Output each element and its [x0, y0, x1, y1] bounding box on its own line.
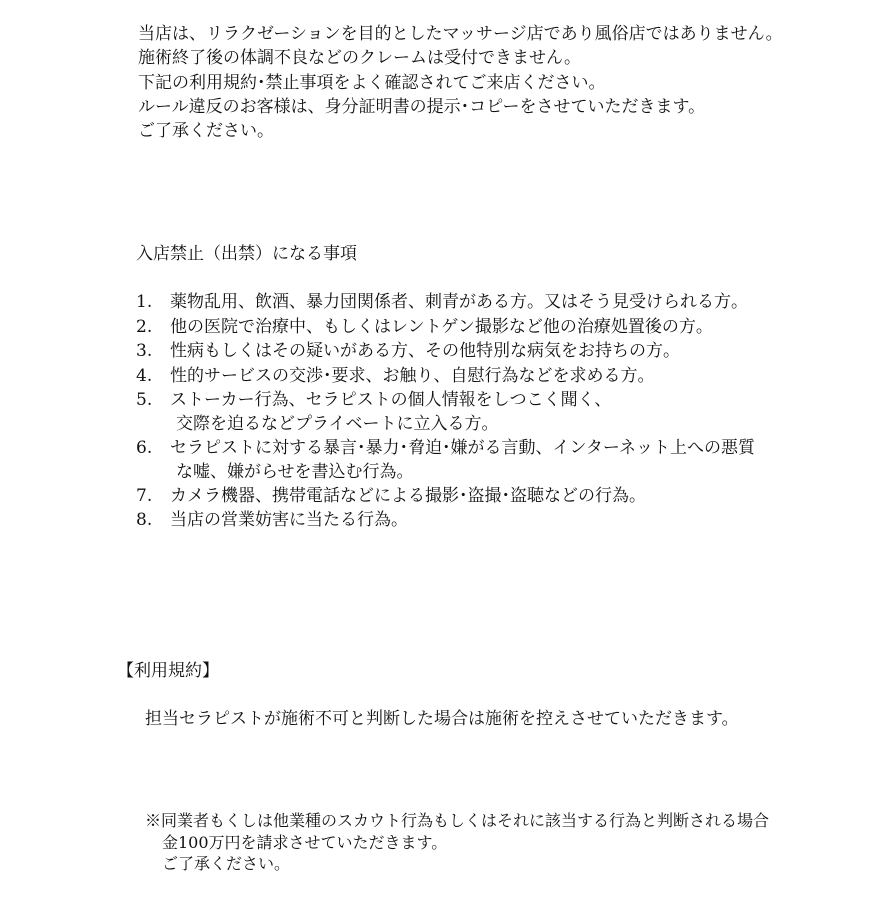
terms-text: 担当セラピストが施術不可と判断した場合は施術を控えさせていただきます。 — [145, 709, 739, 729]
list-item — [136, 508, 408, 532]
item-number: 7. — [136, 486, 153, 506]
item-text: カメラ機器、携帯電話などによる撮影･盗撮･盗聴などの行為。 — [170, 486, 646, 506]
intro-line: ご了承ください。 — [138, 121, 274, 141]
list-item — [136, 364, 655, 388]
list-item — [136, 436, 755, 460]
prohibited-heading: 入店禁止（出禁）になる事項 — [136, 244, 357, 264]
item-number: 3. — [136, 341, 153, 361]
item-text: 薬物乱用、飲酒、暴力団関係者、刺青がある方。又はそう見受けられる方。 — [170, 292, 748, 312]
item-continuation: 交際を迫るなどプライベートに立入る方。 — [176, 414, 499, 434]
item-text: 性的サービスの交渉･要求、お触り、自慰行為などを求める方。 — [170, 366, 655, 386]
item-number: 8. — [136, 510, 153, 530]
item-text: ストーカー行為、セラピストの個人情報をしつこく聞く、 — [170, 390, 612, 410]
terms-heading: 【利用規約】 — [117, 661, 219, 681]
note-line: 金100万円を請求させていただきます。 — [162, 833, 448, 852]
item-number: 2. — [136, 317, 153, 337]
item-text: 当店の営業妨害に当たる行為。 — [170, 510, 408, 530]
intro-line: 下記の利用規約･禁止事項をよく確認されてご来店ください。 — [138, 73, 606, 93]
item-text: 性病もしくはその疑いがある方、その他特別な病気をお持ちの方。 — [170, 341, 680, 361]
item-number: 4. — [136, 366, 153, 386]
list-item — [136, 388, 611, 412]
item-text: 他の医院で治療中、もしくはレントゲン撮影など他の治療処置後の方。 — [170, 317, 713, 337]
item-text: セラピストに対する暴言･暴力･脅迫･嫌がる言動、インターネット上への悪質 — [170, 438, 755, 458]
item-number: 6. — [136, 438, 153, 458]
note-line: ご了承ください。 — [162, 854, 291, 873]
list-item — [136, 339, 680, 363]
list-item — [136, 315, 713, 339]
item-number: 5. — [136, 390, 153, 410]
list-item — [136, 290, 748, 314]
list-item — [136, 484, 646, 508]
item-number: 1. — [136, 292, 153, 312]
intro-line: ルール違反のお客様は、身分証明書の提示･コピーをさせていただきます。 — [138, 97, 706, 117]
note-line: ※同業者もくしは他業種のスカウト行為もしくはそれに該当する行為と判断される場合 — [145, 811, 770, 830]
item-continuation: な嘘、嫌がらせを書込む行為。 — [176, 462, 414, 482]
intro-line: 当店は、リラクゼーションを目的としたマッサージ店であり風俗店ではありません。 — [138, 24, 783, 44]
intro-line: 施術終了後の体調不良などのクレームは受付できません。 — [138, 48, 582, 68]
